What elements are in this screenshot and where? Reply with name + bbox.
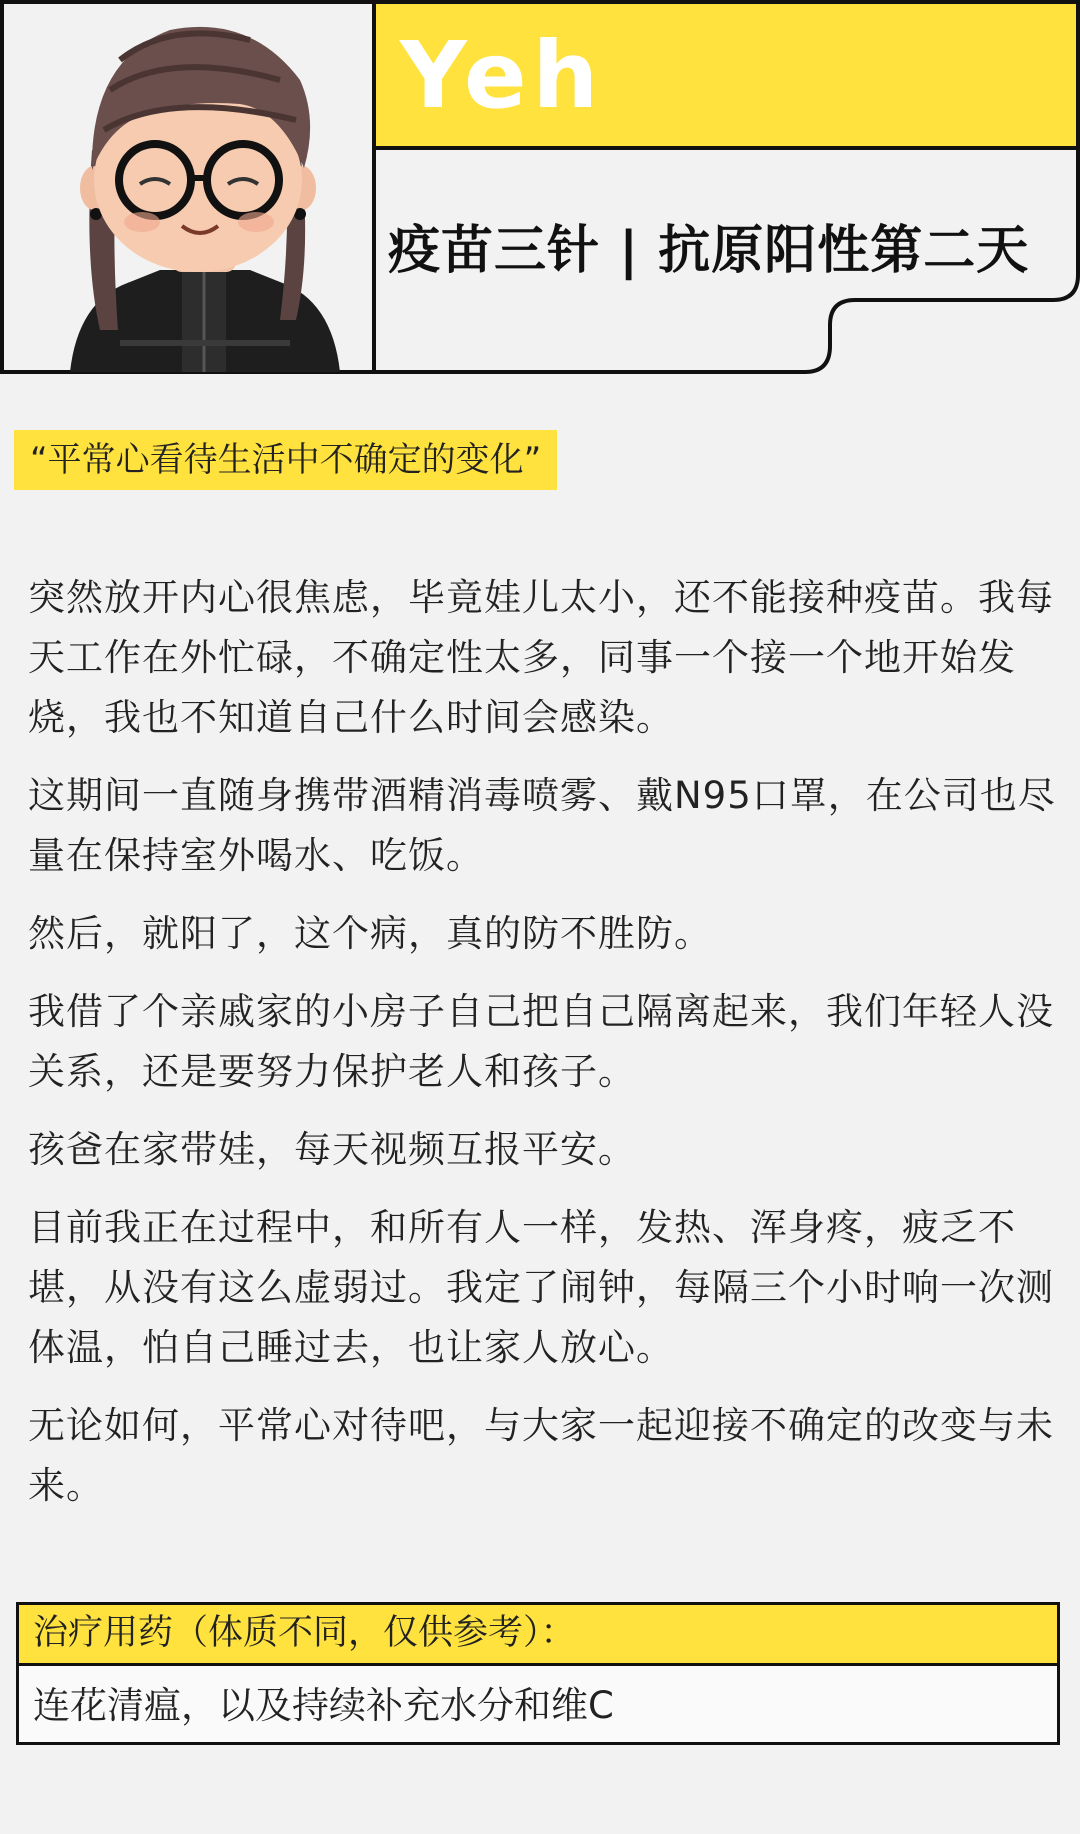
story-body [28, 568, 1058, 1534]
paragraph: 突然放开内心很焦虑，毕竟娃儿太小，还不能接种疫苗。我每天工作在外忙碌，不确定性太多，同事一个接一个地开始发烧，我也不知道自己什么时间会感染。 [28, 576, 1054, 739]
paragraph: 目前我正在过程中，和所有人一样，发热、浑身疼，疲乏不堪，从没有这么虚弱过。我定了闹钟，每隔三个小时响一次测体温，怕自己睡过去，也让家人放心。 [28, 1206, 1054, 1369]
medication-box [16, 1602, 1060, 1745]
avatar-icon [70, 27, 340, 372]
paragraph: 然后，就阳了，这个病，真的防不胜防。 [28, 912, 712, 955]
paragraph: 孩爸在家带娃，每天视频互报平安。 [28, 1128, 636, 1171]
highlight-quote: “平常心看待生活中不确定的变化” [14, 430, 557, 490]
medication-content: 连花清瘟，以及持续补充水分和维C [33, 1684, 614, 1727]
author-name: Yeh [400, 22, 605, 129]
paragraph: 这期间一直随身携带酒精消毒喷雾、戴N95口罩，在公司也尽量在保持室外喝水、吃饭。 [28, 774, 1056, 877]
story-title: 疫苗三针 | 抗原阳性第二天 [388, 221, 1030, 281]
profile-header [0, 0, 1080, 376]
paragraph: 我借了个亲戚家的小房子自己把自己隔离起来，我们年轻人没关系，还是要努力保护老人和孩子。 [28, 990, 1054, 1093]
paragraph: 无论如何，平常心对待吧，与大家一起迎接不确定的改变与未来。 [28, 1404, 1054, 1507]
medication-heading: 治疗用药（体质不同，仅供参考）： [19, 1605, 1057, 1666]
